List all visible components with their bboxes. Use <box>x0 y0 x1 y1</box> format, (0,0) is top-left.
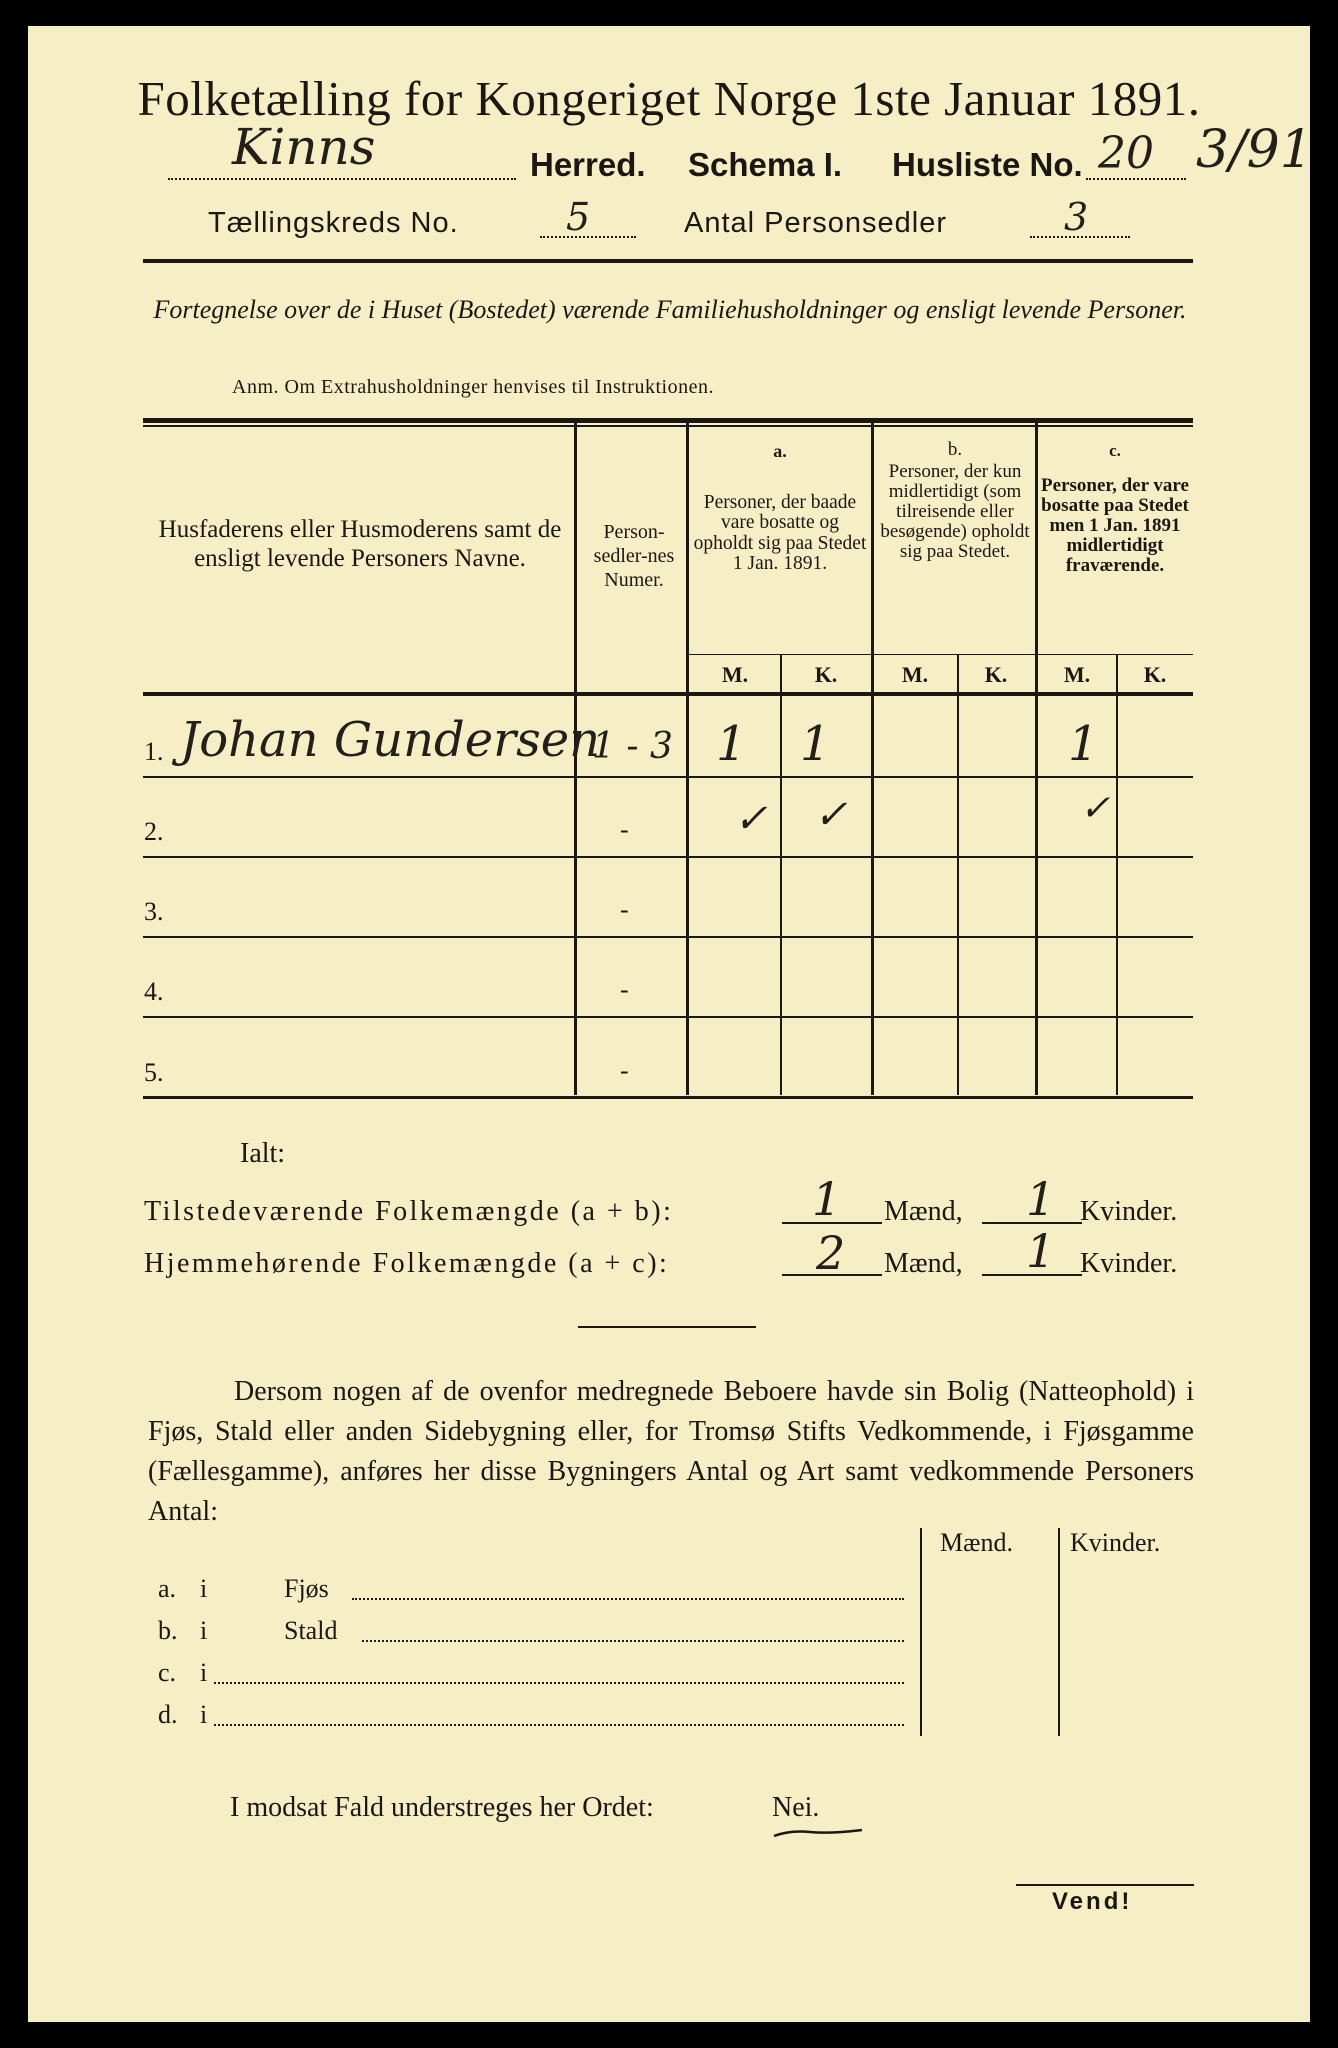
item-prep: i <box>200 1616 208 1645</box>
col-header-numer: Person-sedler-nes Numer. <box>593 521 675 591</box>
schema-label: Schema I. <box>688 146 843 183</box>
instruction-note: Anm. Om Extrahusholdninger henvises til Instruktionen. <box>232 376 714 398</box>
maend-label: Mænd, <box>884 1196 963 1227</box>
margin-note: 3/91 <box>1196 120 1313 180</box>
item-letter: d. <box>158 1700 178 1729</box>
numer-cell: - <box>620 1056 629 1085</box>
hjemme-kvinder-value: 1 <box>1026 1224 1056 1278</box>
row-number: 5. <box>144 1058 164 1087</box>
row-number: 3. <box>144 897 164 926</box>
a-m-label: M. <box>721 662 749 687</box>
row-number: 1. <box>144 737 164 766</box>
municipality-handwritten: Kinns <box>232 118 376 176</box>
b-k-label: K. <box>984 662 1008 687</box>
buildings-maend-header: Mænd. <box>940 1528 1013 1557</box>
header-rule <box>143 259 1193 263</box>
a-k-cell: 1 <box>800 716 831 772</box>
item-dots <box>362 1636 904 1642</box>
c-k-label: K. <box>1143 662 1167 687</box>
col-line-a <box>871 423 874 1095</box>
col-b-letter: b. <box>947 439 963 460</box>
item-dots <box>352 1594 904 1600</box>
hjemme-label: Hjemmehørende Folkemængde (a + c): <box>144 1248 670 1279</box>
col-header-a: Personer, der baade vare bosatte og opholdt sig paa Stedet 1 Jan. 1891. <box>693 492 867 575</box>
col-line-b <box>1035 423 1038 1095</box>
buildings-kvinder-header: Kvinder. <box>1070 1528 1161 1557</box>
personsedler-value: 3 <box>1064 195 1089 239</box>
col-c-letter: c. <box>1109 441 1121 460</box>
a-m-cell: 1 <box>716 716 747 772</box>
a-k-check: ✓ <box>814 792 848 838</box>
row-line-4 <box>143 1016 1193 1018</box>
item-letter: c. <box>158 1658 177 1687</box>
item-letter: a. <box>158 1574 177 1603</box>
row-line-2 <box>143 856 1193 858</box>
personsedler-label: Antal Personsedler <box>684 207 948 239</box>
col-header-b: Personer, der kun midlertidigt (som tilreisende eller besøgende) opholdt sig paa Stedet. <box>880 461 1030 562</box>
item-dots <box>214 1720 904 1726</box>
item-label-stald: Stald <box>284 1616 338 1645</box>
col-line-numer <box>686 423 689 1095</box>
nei-underline <box>770 1822 866 1844</box>
husliste-label: Husliste No. <box>892 146 1083 183</box>
numer-cell: - <box>620 975 629 1004</box>
name-cell: Johan Gundersen <box>180 712 601 768</box>
col-a-letter: a. <box>773 441 787 461</box>
b-m-label: M. <box>901 662 929 687</box>
tilstede-maend-value: 1 <box>812 1172 842 1226</box>
buildings-col-line-2 <box>1058 1528 1060 1736</box>
buildings-paragraph: Dersom nogen af de ovenfor medregnede Beboere havde sin Bolig (Natteophold) i Fjøs, Stald eller anden Sidebygning eller, for Tromsø Stifts Vedkommende, i Fjøsgamme (Fællesgamme), anføres her disse Bygningers Antal og Art samt vedkommende Personers Antal: <box>148 1376 1194 1527</box>
taellingskreds-label: Tællingskreds No. <box>208 207 459 239</box>
buildings-col-line-1 <box>920 1528 922 1736</box>
row-line-3 <box>143 936 1193 938</box>
a-m-check: ✓ <box>734 796 768 842</box>
col-line-a-mk <box>780 655 782 1095</box>
tilstede-kvinder-value: 1 <box>1026 1172 1056 1226</box>
husliste-value: 20 <box>1098 128 1154 179</box>
item-label-fjos: Fjøs <box>284 1574 329 1603</box>
c-m-cell: 1 <box>1068 716 1099 772</box>
c-m-label: M. <box>1063 662 1091 687</box>
herred-label: Herred. <box>530 146 646 183</box>
item-prep: i <box>200 1658 208 1687</box>
vend-label: Vend! <box>1052 1888 1133 1915</box>
col-header-c: Personer, der vare bosatte paa Stedet men 1 Jan. 1891 midlertidigt fraværende. <box>1041 475 1189 576</box>
item-dots <box>214 1678 904 1684</box>
numer-cell: 1 - 3 <box>592 726 673 767</box>
section-divider <box>578 1326 756 1328</box>
kvinder-label: Kvinder. <box>1080 1196 1178 1227</box>
ialt-label: Ialt: <box>240 1138 286 1169</box>
col-line-b-mk <box>957 655 959 1095</box>
numer-cell: - <box>620 895 629 924</box>
item-prep: i <box>200 1700 208 1729</box>
intro-heading: Fortegnelse over de i Huset (Bostedet) værende Familiehusholdninger og ensligt levende Personer. <box>153 295 1187 324</box>
row-line-1 <box>143 776 1193 778</box>
kvinder-label: Kvinder. <box>1080 1248 1178 1279</box>
col-header-names: Husfaderens eller Husmoderens samt de ensligt levende Personers Navne. <box>158 516 562 572</box>
row-number: 2. <box>144 817 164 846</box>
hjemme-maend-value: 2 <box>816 1226 846 1280</box>
col-line-c-mk <box>1116 655 1118 1095</box>
item-prep: i <box>200 1574 208 1603</box>
item-letter: b. <box>158 1616 178 1645</box>
vend-rule <box>1016 1884 1194 1886</box>
c-m-check: ✓ <box>1080 788 1111 829</box>
taellingskreds-value: 5 <box>566 195 591 239</box>
table-header-bottom-rule <box>143 692 1193 696</box>
form-title: Folketælling for Kongeriget Norge 1ste Januar 1891. <box>137 71 1201 126</box>
a-k-label: K. <box>814 662 838 687</box>
nei-word: Nei. <box>772 1792 820 1823</box>
maend-label: Mænd, <box>884 1248 963 1279</box>
row-number: 4. <box>144 977 164 1006</box>
table-bottom-rule <box>143 1096 1193 1099</box>
numer-cell: - <box>620 815 629 844</box>
contrary-label: I modsat Fald understreges her Ordet: <box>230 1792 654 1823</box>
mk-top-line <box>686 654 1193 655</box>
tilstede-label: Tilstedeværende Folkemængde (a + b): <box>144 1196 674 1227</box>
